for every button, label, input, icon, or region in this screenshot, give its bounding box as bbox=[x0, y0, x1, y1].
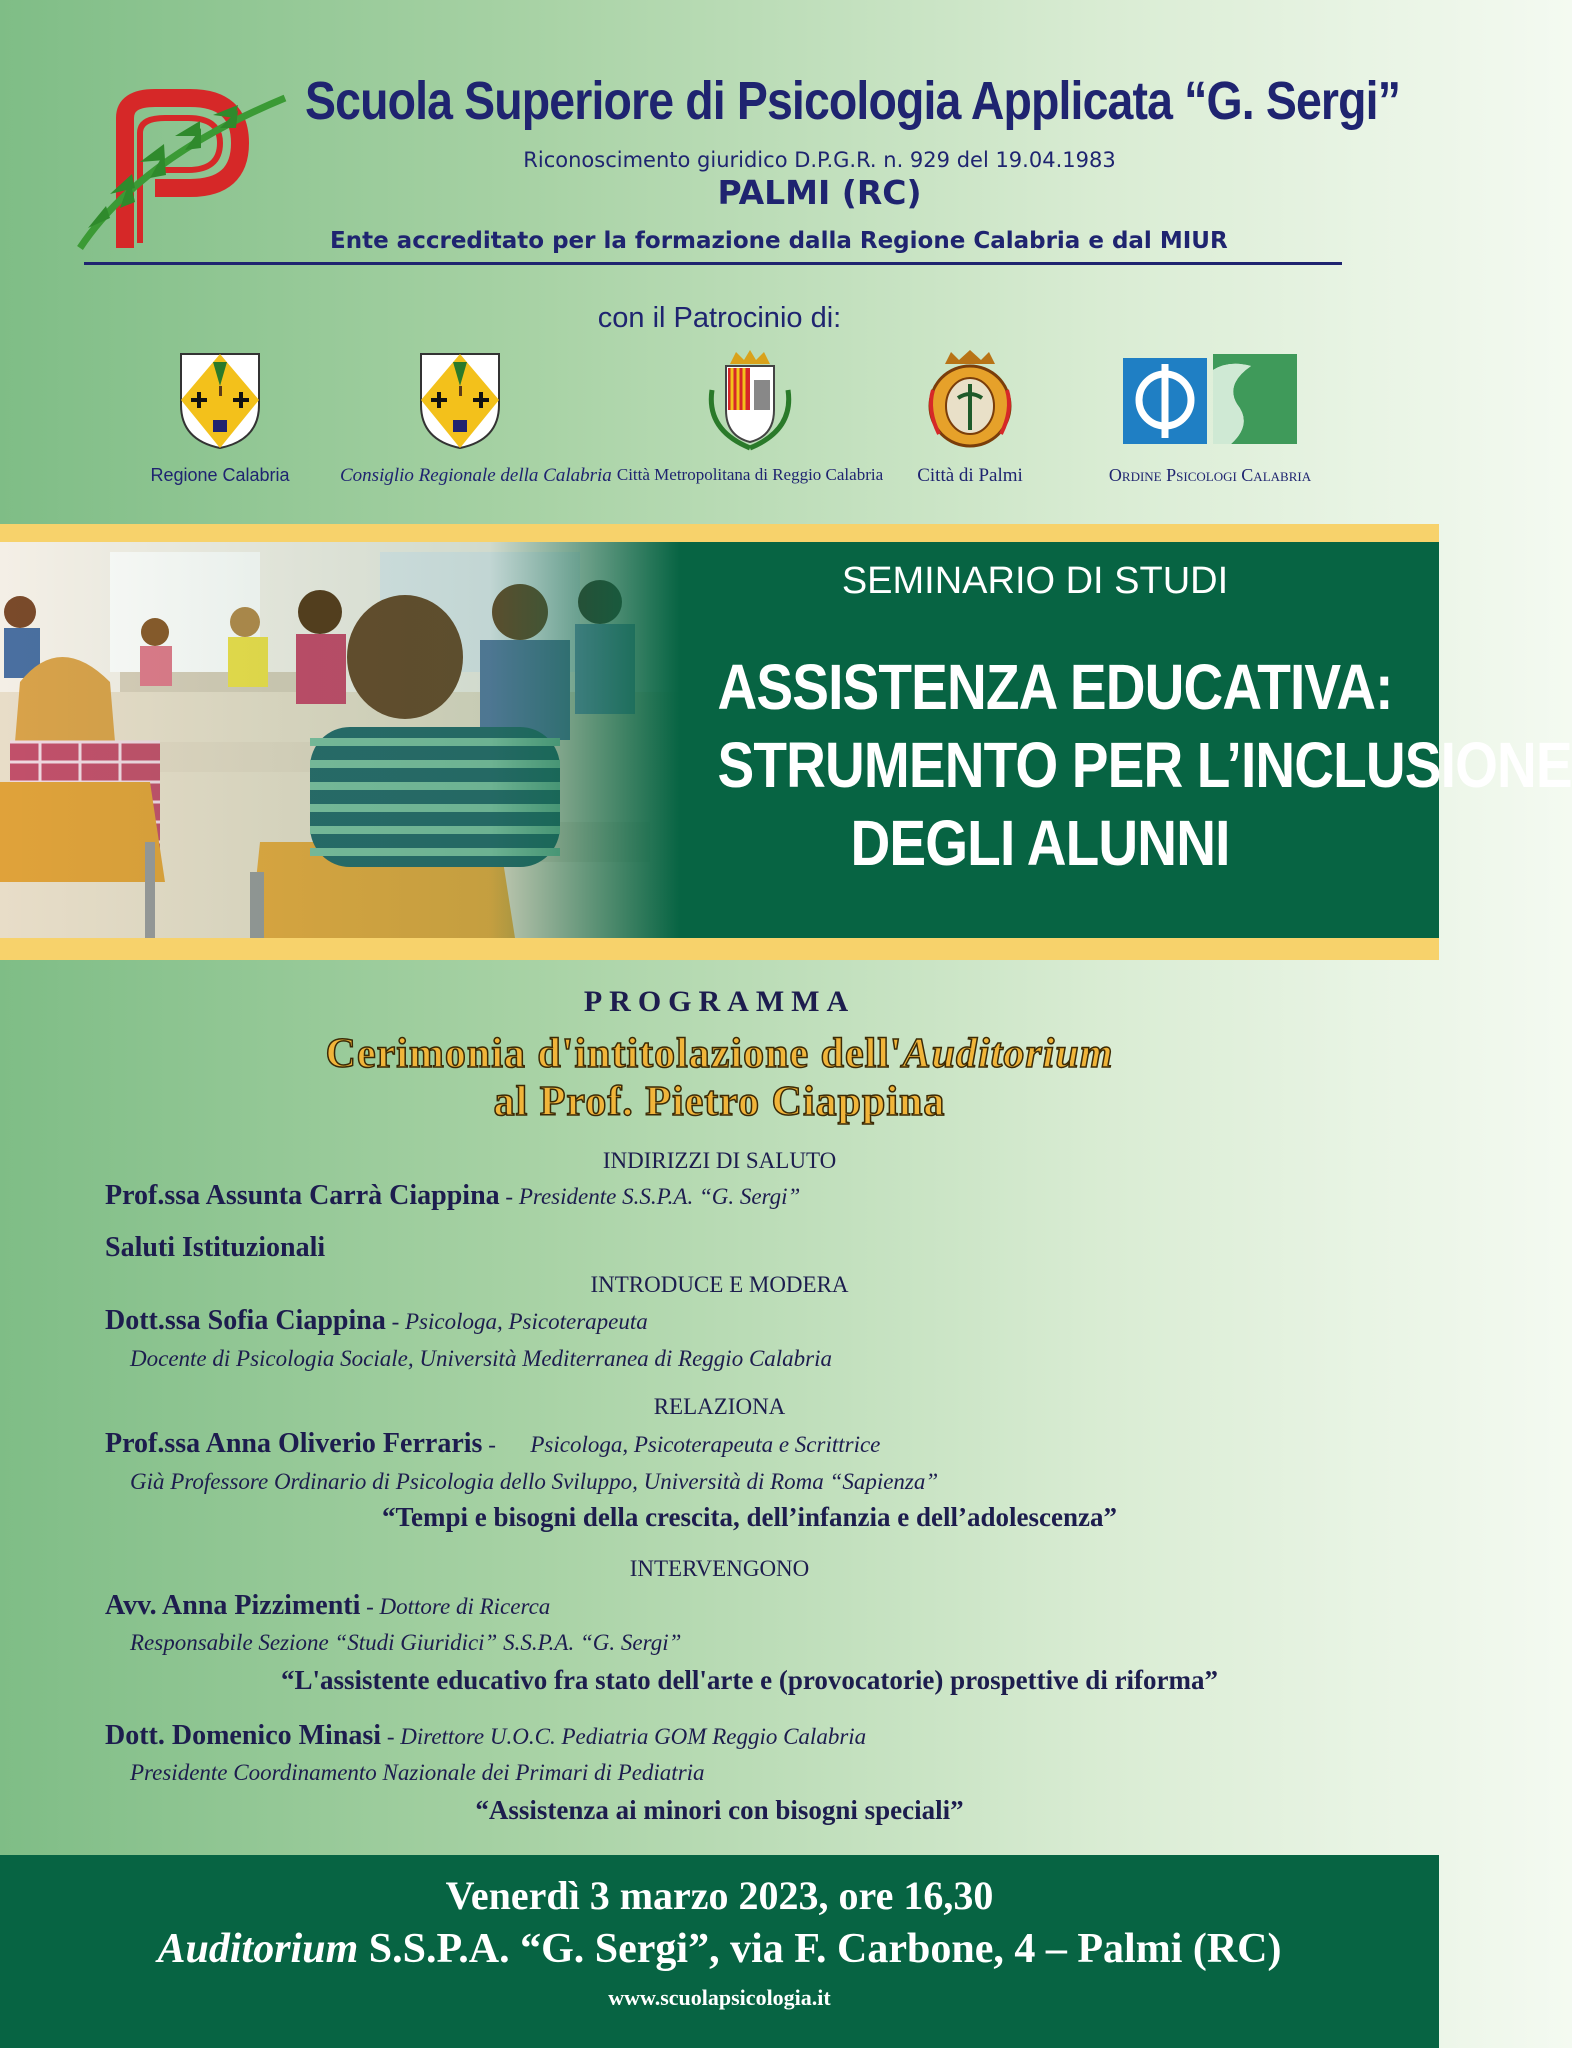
speaker-role: - Presidente S.S.P.A. “G. Sergi” bbox=[499, 1184, 801, 1209]
patron-name: Consiglio Regionale della Calabria bbox=[340, 465, 612, 486]
speaker-name: Dott.ssa Sofia Ciappina bbox=[105, 1305, 386, 1336]
band-top-stripe bbox=[0, 524, 1439, 542]
patron-ordine-psicologi bbox=[1095, 350, 1325, 486]
minasi-talk-title: “Assistenza ai minori con bisogni speciali” bbox=[475, 1795, 964, 1825]
accreditation-text: Ente accreditato per la formazione dalla Regione Calabria e dal MIUR bbox=[330, 228, 1228, 254]
speaker-role: - Direttore U.O.C. Pediatria GOM Reggio Calabria bbox=[381, 1724, 867, 1749]
minasi-affiliation: Presidente Coordinamento Nazionale dei Primari di Pediatria bbox=[130, 1760, 705, 1785]
ceremony-line-2: al Prof. Pietro Ciappina bbox=[493, 1079, 946, 1125]
ceremony-text: Cerimonia d'intitolazione dell' bbox=[325, 1031, 903, 1077]
event-date: Venerdì 3 marzo 2023, ore 16,30 bbox=[445, 1873, 994, 1918]
greetings-label: INDIRIZZI DI SALUTO bbox=[602, 1148, 837, 1173]
seminar-label: SEMINARIO DI STUDI bbox=[841, 560, 1229, 602]
report-speaker bbox=[105, 1428, 880, 1460]
speaker-role: - Psicologa, Psicoterapeuta bbox=[385, 1309, 648, 1334]
palmi-crest-icon bbox=[925, 350, 1015, 450]
ceremony-auditorium: Auditorium bbox=[902, 1031, 1114, 1077]
speaker-name: Prof.ssa Assunta Carrà Ciappina bbox=[105, 1180, 500, 1211]
seminar-title-line-3: DEGLI ALUNNI bbox=[850, 807, 1230, 879]
legal-recognition: Riconoscimento giuridico D.P.G.R. n. 929 del 19.04.1983 bbox=[523, 148, 1116, 172]
calabria-crest-icon bbox=[417, 350, 503, 450]
patronage-label: con il Patrocinio di: bbox=[597, 302, 842, 334]
seminar-title-line-2: STRUMENTO PER L’INCLUSIONE bbox=[717, 729, 1572, 801]
moderator-label: INTRODUCE E MODERA bbox=[590, 1272, 849, 1297]
band-bottom-stripe bbox=[0, 938, 1439, 960]
header-divider bbox=[84, 262, 1342, 265]
classroom-photo bbox=[0, 542, 680, 938]
metro-city-crest-icon bbox=[702, 350, 798, 450]
report-affiliation: Già Professore Ordinario di Psicologia dello Sviluppo, Università di Roma “Sapienza” bbox=[130, 1469, 939, 1494]
greetings-speaker bbox=[105, 1180, 800, 1212]
website-link[interactable]: www.scuolapsicologia.it bbox=[608, 1985, 831, 2010]
speaker-name: Dott. Domenico Minasi bbox=[105, 1720, 382, 1751]
ceremony-line-1 bbox=[0, 1030, 1439, 1078]
speaker-name: Avv. Anna Pizzimenti bbox=[105, 1590, 361, 1621]
speaker-pizzimenti bbox=[105, 1590, 550, 1622]
pizzimenti-affiliation: Responsabile Sezione “Studi Giuridici” S.S.P.A. “G. Sergi” bbox=[130, 1630, 682, 1655]
speaker-name: Prof.ssa Anna Oliverio Ferraris bbox=[105, 1428, 483, 1459]
patron-citta-metropolitana bbox=[615, 350, 885, 485]
pizzimenti-talk-title: “L'assistente educativo fra stato dell'arte e (provocatorie) prospettive di riforma” bbox=[280, 1665, 1219, 1695]
patron-regione-calabria bbox=[140, 350, 300, 486]
seminar-title-line-1: ASSISTENZA EDUCATIVA: bbox=[717, 651, 1393, 723]
report-label: RELAZIONA bbox=[653, 1394, 786, 1419]
patron-citta-di-palmi bbox=[900, 350, 1040, 487]
moderator-speaker bbox=[105, 1305, 648, 1337]
patron-name: Ordine Psicologi Calabria bbox=[1108, 465, 1312, 485]
calabria-crest-icon bbox=[177, 350, 263, 450]
patron-name: Città di Palmi bbox=[917, 465, 1023, 486]
patron-consiglio-regionale bbox=[340, 350, 612, 487]
patron-name: Città Metropolitana di Reggio Calabria bbox=[616, 465, 884, 484]
program-heading: PROGRAMMA bbox=[583, 985, 856, 1018]
speaker-role: - Dottore di Ricerca bbox=[360, 1594, 551, 1619]
school-city: PALMI (RC) bbox=[717, 173, 922, 212]
venue-auditorium: Auditorium bbox=[157, 1926, 359, 1972]
school-name: Scuola Superiore di Psicologia Applicata “G. Sergi” bbox=[305, 71, 1401, 131]
speaker-minasi bbox=[105, 1720, 866, 1752]
event-venue bbox=[0, 1925, 1439, 1973]
institutional-greetings: Saluti Istituzionali bbox=[105, 1232, 326, 1263]
venue-address: S.S.P.A. “G. Sergi”, via F. Carbone, 4 – Palmi (RC) bbox=[358, 1926, 1282, 1972]
psi-logo-icon bbox=[1119, 350, 1301, 450]
report-title: “Tempi e bisogni della crescita, dell’infanzia e dell’adolescenza” bbox=[382, 1502, 1117, 1532]
patron-name: Regione Calabria bbox=[150, 465, 290, 485]
moderator-affiliation: Docente di Psicologia Sociale, Università Mediterranea di Reggio Calabria bbox=[130, 1346, 833, 1371]
speakers-label: INTERVENGONO bbox=[629, 1556, 810, 1581]
speaker-role: - Psicologa, Psicoterapeuta e Scrittrice bbox=[482, 1432, 881, 1457]
